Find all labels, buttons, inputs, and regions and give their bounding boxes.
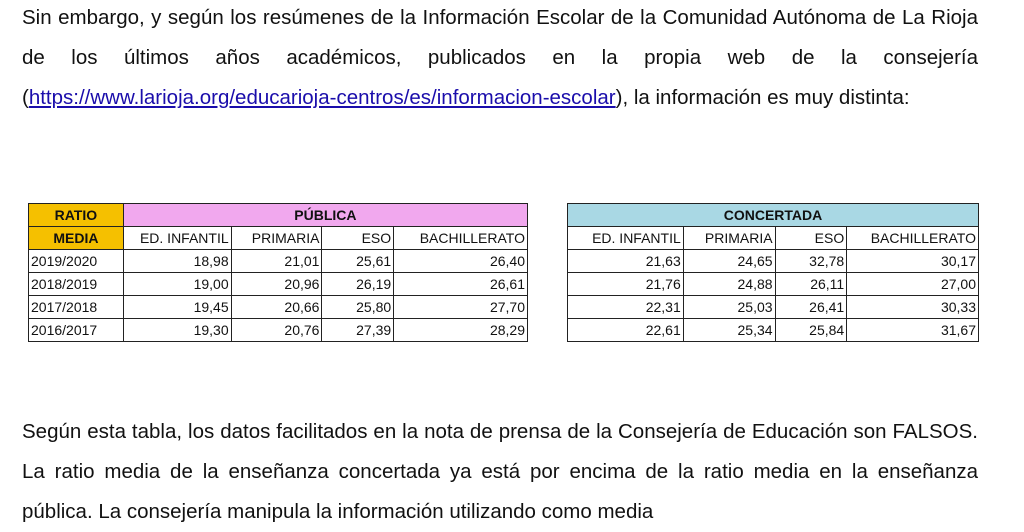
value-cell: 21,01 xyxy=(231,250,322,273)
value-cell: 26,40 xyxy=(394,250,528,273)
year-cell: 2019/2020 xyxy=(29,250,124,273)
value-cell: 25,34 xyxy=(683,319,775,342)
year-cell: 2016/2017 xyxy=(29,319,124,342)
table-row xyxy=(568,296,979,319)
value-cell: 30,17 xyxy=(847,250,979,273)
value-cell: 25,84 xyxy=(775,319,847,342)
value-cell: 19,45 xyxy=(123,296,231,319)
table-row xyxy=(29,296,528,319)
value-cell: 20,76 xyxy=(231,319,322,342)
intro-text-before: Sin embargo, y según los resúmenes de la Información Escolar de la Comunidad Autónoma de La Rioja de los últimos años académicos, publicados en la propia web de la consejería ( xyxy=(22,6,978,109)
value-cell: 25,61 xyxy=(322,250,394,273)
value-cell: 26,61 xyxy=(394,273,528,296)
table-row xyxy=(568,250,979,273)
ratio-label-line1: RATIO xyxy=(29,204,124,227)
value-cell: 21,76 xyxy=(568,273,684,296)
intro-text-after: ), la información es muy distinta: xyxy=(615,86,910,109)
table-row xyxy=(568,319,979,342)
value-cell: 24,65 xyxy=(683,250,775,273)
publica-ratio-table xyxy=(28,203,528,342)
value-cell: 22,31 xyxy=(568,296,684,319)
concertada-ratio-table xyxy=(567,203,979,342)
value-cell: 25,80 xyxy=(322,296,394,319)
table-row xyxy=(29,273,528,296)
value-cell: 26,41 xyxy=(775,296,847,319)
column-header: ED. INFANTIL xyxy=(568,227,684,250)
value-cell: 20,96 xyxy=(231,273,322,296)
column-header: ESO xyxy=(322,227,394,250)
informacion-escolar-link[interactable]: https://www.larioja.org/educarioja-centros/es/informacion-escolar xyxy=(28,86,616,109)
value-cell: 19,30 xyxy=(123,319,231,342)
value-cell: 21,63 xyxy=(568,250,684,273)
ratio-label-line2: MEDIA xyxy=(29,227,124,250)
column-header: BACHILLERATO xyxy=(847,227,979,250)
year-cell: 2017/2018 xyxy=(29,296,124,319)
column-header: PRIMARIA xyxy=(231,227,322,250)
year-cell: 2018/2019 xyxy=(29,273,124,296)
value-cell: 30,33 xyxy=(847,296,979,319)
table-row xyxy=(568,273,979,296)
value-cell: 20,66 xyxy=(231,296,322,319)
table-row xyxy=(29,319,528,342)
conclusion-paragraph: Según esta tabla, los datos facilitados en la nota de prensa de la Consejería de Educación son FALSOS. La ratio media de la enseñanza concertada ya está por encima de la ratio media en la enseñanza pública. La consejería manipula la información utilizando como media xyxy=(22,420,978,523)
value-cell: 27,70 xyxy=(394,296,528,319)
value-cell: 26,19 xyxy=(322,273,394,296)
column-header: ESO xyxy=(775,227,847,250)
publica-header: PÚBLICA xyxy=(123,204,527,227)
value-cell: 32,78 xyxy=(775,250,847,273)
column-header: PRIMARIA xyxy=(683,227,775,250)
table-row xyxy=(29,250,528,273)
value-cell: 27,00 xyxy=(847,273,979,296)
value-cell: 27,39 xyxy=(322,319,394,342)
column-header: ED. INFANTIL xyxy=(123,227,231,250)
value-cell: 28,29 xyxy=(394,319,528,342)
value-cell: 25,03 xyxy=(683,296,775,319)
column-header: BACHILLERATO xyxy=(394,227,528,250)
concertada-header: CONCERTADA xyxy=(568,204,979,227)
value-cell: 24,88 xyxy=(683,273,775,296)
intro-paragraph xyxy=(22,0,978,118)
value-cell: 26,11 xyxy=(775,273,847,296)
value-cell: 19,00 xyxy=(123,273,231,296)
value-cell: 18,98 xyxy=(123,250,231,273)
value-cell: 22,61 xyxy=(568,319,684,342)
value-cell: 31,67 xyxy=(847,319,979,342)
